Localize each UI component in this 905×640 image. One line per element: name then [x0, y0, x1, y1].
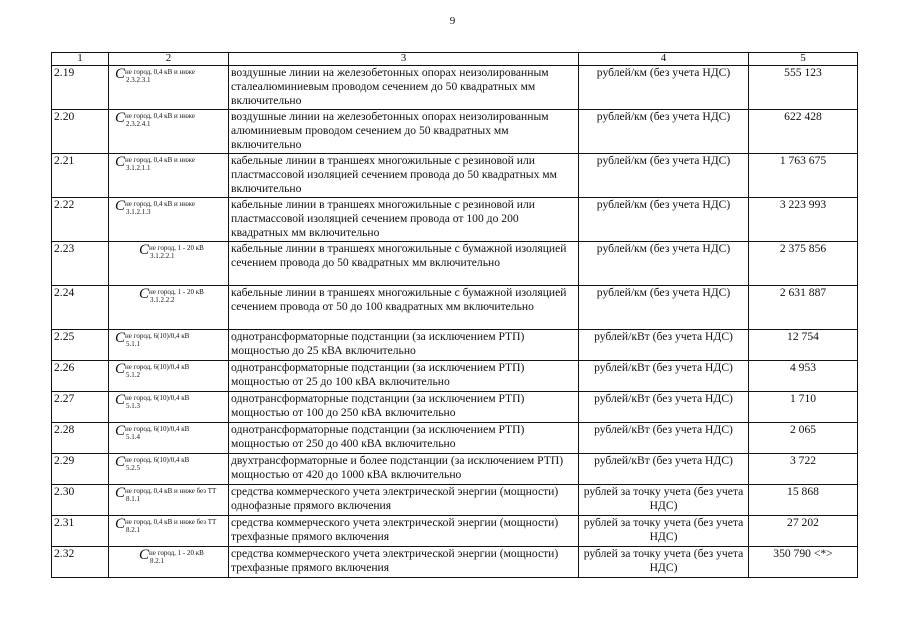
- rate-symbol-subscript: 2.3.2.3.1: [126, 76, 151, 84]
- rate-symbol: [109, 361, 229, 392]
- row-value: 2 631 887: [749, 286, 858, 330]
- row-value: 2 375 856: [749, 242, 858, 286]
- rate-symbol-subscript: 5.1.3: [126, 402, 140, 410]
- row-number: 2.29: [52, 454, 109, 485]
- rate-symbol: [109, 454, 229, 485]
- rate-symbol-subscript: 5.1.4: [126, 433, 140, 441]
- row-description: средства коммерческого учета электрической энергии (мощности) однофазные прямого включения: [229, 485, 579, 516]
- column-header: 1: [52, 53, 109, 66]
- table-row: [52, 286, 858, 330]
- table-row: [52, 110, 858, 154]
- table-row: [52, 516, 858, 547]
- row-unit: рублей за точку учета (без учета НДС): [579, 516, 749, 547]
- table-row: [52, 242, 858, 286]
- rate-symbol: [109, 423, 229, 454]
- row-value: 1 763 675: [749, 154, 858, 198]
- rate-symbol-formula: $C^{не город, 6(10)/0,4 кВ}$ 5.1.1: [115, 330, 190, 348]
- rate-symbol-formula: $C^{не город, 0,4 кВ и ниже}$ 2.3.2.3.1: [115, 66, 195, 84]
- rate-symbol-formula: $C^{не город, 0,4 кВ и ниже без ТТ}$ 8.2.1: [115, 516, 217, 534]
- rate-symbol-subscript: 5.1.1: [126, 340, 140, 348]
- row-value: 1 710: [749, 392, 858, 423]
- rate-symbol-formula: $C^{не город, 6(10)/0,4 кВ}$ 5.1.4: [115, 423, 190, 441]
- row-unit: рублей/км (без учета НДС): [579, 110, 749, 154]
- rate-symbol-formula: $C^{не город, 0,4 кВ и ниже}$ 3.1.2.1.1: [115, 154, 195, 172]
- rate-symbol: [109, 242, 229, 286]
- row-unit: рублей/кВт (без учета НДС): [579, 330, 749, 361]
- rate-symbol: [109, 485, 229, 516]
- row-description: кабельные линии в траншеях многожильные с резиновой или пластмассовой изоляцией сечением провода от 100 до 200 квадратных мм включительно: [229, 198, 579, 242]
- rate-symbol-subscript: 8.2.1: [150, 557, 164, 565]
- rate-symbol-superscript: не город, 0,4 кВ и ниже: [125, 156, 195, 164]
- rate-symbol-superscript: не город, 6(10)/0,4 кВ: [125, 394, 190, 402]
- row-value: 622 428: [749, 110, 858, 154]
- rate-symbol-superscript: не город, 6(10)/0,4 кВ: [125, 332, 190, 340]
- rate-symbol-subscript: 8.2.1: [126, 526, 140, 534]
- rate-symbol-superscript: не город, 1 - 20 кВ: [149, 549, 204, 557]
- table-row: [52, 547, 858, 578]
- row-number: 2.24: [52, 286, 109, 330]
- rate-symbol: [109, 516, 229, 547]
- row-unit: рублей/кВт (без учета НДС): [579, 423, 749, 454]
- row-number: 2.25: [52, 330, 109, 361]
- rate-symbol-superscript: не город, 0,4 кВ и ниже: [125, 68, 195, 76]
- rate-symbol-subscript: 3.1.2.1.1: [126, 164, 151, 172]
- rate-symbol-formula: $C^{не город, 6(10)/0,4 кВ}$ 5.1.2: [115, 361, 190, 379]
- row-description: средства коммерческого учета электрической энергии (мощности) трехфазные прямого включения: [229, 547, 579, 578]
- row-number: 2.27: [52, 392, 109, 423]
- row-description: средства коммерческого учета электрической энергии (мощности) трехфазные прямого включения: [229, 516, 579, 547]
- row-description: однотрансформаторные подстанции (за исключением РТП) мощностью от 100 до 250 кВА включительно: [229, 392, 579, 423]
- rate-symbol-superscript: не город, 0,4 кВ и ниже без ТТ: [125, 487, 217, 495]
- rate-symbol-subscript: 3.1.2.2.1: [150, 252, 175, 260]
- rate-symbol-superscript: не город, 1 - 20 кВ: [149, 288, 204, 296]
- row-unit: рублей/км (без учета НДС): [579, 242, 749, 286]
- row-unit: рублей/км (без учета НДС): [579, 198, 749, 242]
- table-row: [52, 198, 858, 242]
- rate-symbol-formula: $C^{не город, 6(10)/0,4 кВ}$ 5.2.5: [115, 454, 190, 472]
- rate-symbol-superscript: не город, 0,4 кВ и ниже без ТТ: [125, 518, 217, 526]
- rate-symbol: [109, 392, 229, 423]
- header-row: [52, 53, 858, 66]
- rate-symbol: [109, 154, 229, 198]
- table-row: [52, 66, 858, 110]
- rate-symbol-formula: $C^{не город, 6(10)/0,4 кВ}$ 5.1.3: [115, 392, 190, 410]
- rate-symbol-formula: $C^{не город, 0,4 кВ и ниже без ТТ}$ 8.1.1: [115, 485, 217, 503]
- row-description: кабельные линии в траншеях многожильные с бумажной изоляцией сечением провода от 50 до 100 квадратных мм включительно: [229, 286, 579, 330]
- rate-symbol-superscript: не город, 1 - 20 кВ: [149, 244, 204, 252]
- rate-symbol-subscript: 3.1.2.2.2: [150, 296, 175, 304]
- table-row: [52, 330, 858, 361]
- rate-symbol: [109, 66, 229, 110]
- rate-symbol: [109, 198, 229, 242]
- rate-symbol-formula: $C^{не город, 1 - 20 кВ}$ 8.2.1: [139, 547, 204, 565]
- rate-symbol-subscript: 5.1.2: [126, 371, 140, 379]
- row-description: кабельные линии в траншеях многожильные с резиновой или пластмассовой изоляцией сечением провода до 50 квадратных мм включительно: [229, 154, 579, 198]
- column-header: 5: [749, 53, 858, 66]
- table-row: [52, 392, 858, 423]
- row-value: 12 754: [749, 330, 858, 361]
- table-row: [52, 361, 858, 392]
- row-unit: рублей/кВт (без учета НДС): [579, 392, 749, 423]
- table-row: [52, 154, 858, 198]
- row-number: 2.20: [52, 110, 109, 154]
- rate-symbol-subscript: 2.3.2.4.1: [126, 120, 151, 128]
- row-unit: рублей/кВт (без учета НДС): [579, 361, 749, 392]
- column-header: 2: [109, 53, 229, 66]
- rate-symbol-superscript: не город, 6(10)/0,4 кВ: [125, 456, 190, 464]
- table-row: [52, 423, 858, 454]
- row-value: 27 202: [749, 516, 858, 547]
- rate-symbol: [109, 330, 229, 361]
- rate-symbol: [109, 110, 229, 154]
- row-number: 2.19: [52, 66, 109, 110]
- rate-symbol-formula: $C^{не город, 1 - 20 кВ}$ 3.1.2.2.1: [139, 242, 204, 260]
- row-description: однотрансформаторные подстанции (за исключением РТП) мощностью от 250 до 400 кВА включительно: [229, 423, 579, 454]
- row-value: 3 722: [749, 454, 858, 485]
- rate-symbol-superscript: не город, 6(10)/0,4 кВ: [125, 363, 190, 371]
- row-number: 2.22: [52, 198, 109, 242]
- row-description: однотрансформаторные подстанции (за исключением РТП) мощностью до 25 кВА включительно: [229, 330, 579, 361]
- row-value: 4 953: [749, 361, 858, 392]
- row-value: 3 223 993: [749, 198, 858, 242]
- row-number: 2.23: [52, 242, 109, 286]
- row-description: двухтрансформаторные и более подстанции (за исключением РТП) мощностью от 420 до 1000 кВА включительно: [229, 454, 579, 485]
- row-unit: рублей/км (без учета НДС): [579, 66, 749, 110]
- row-unit: рублей/кВт (без учета НДС): [579, 454, 749, 485]
- row-unit: рублей/км (без учета НДС): [579, 286, 749, 330]
- column-header: 4: [579, 53, 749, 66]
- row-number: 2.26: [52, 361, 109, 392]
- row-unit: рублей за точку учета (без учета НДС): [579, 547, 749, 578]
- page-number: 9: [449, 15, 456, 27]
- rate-symbol-formula: $C^{не город, 0,4 кВ и ниже}$ 2.3.2.4.1: [115, 110, 195, 128]
- rate-symbol-superscript: не город, 0,4 кВ и ниже: [125, 200, 195, 208]
- rate-symbol-superscript: не город, 6(10)/0,4 кВ: [125, 425, 190, 433]
- rate-symbol: [109, 286, 229, 330]
- row-description: воздушные линии на железобетонных опорах неизолированным сталеалюминиевым проводом сечением до 50 квадратных мм включительно: [229, 66, 579, 110]
- rate-symbol-subscript: 8.1.1: [126, 495, 140, 503]
- rate-symbol-formula: $C^{не город, 1 - 20 кВ}$ 3.1.2.2.2: [139, 286, 204, 304]
- row-description: однотрансформаторные подстанции (за исключением РТП) мощностью от 25 до 100 кВА включительно: [229, 361, 579, 392]
- rate-symbol-subscript: 3.1.2.1.3: [126, 208, 151, 216]
- rate-symbol-formula: $C^{не город, 0,4 кВ и ниже}$ 3.1.2.1.3: [115, 198, 195, 216]
- row-number: 2.21: [52, 154, 109, 198]
- row-description: кабельные линии в траншеях многожильные с бумажной изоляцией сечением провода до 50 квадратных мм включительно: [229, 242, 579, 286]
- row-value: 15 868: [749, 485, 858, 516]
- row-number: 2.31: [52, 516, 109, 547]
- table-row: [52, 454, 858, 485]
- row-unit: рублей за точку учета (без учета НДС): [579, 485, 749, 516]
- row-unit: рублей/км (без учета НДС): [579, 154, 749, 198]
- row-number: 2.28: [52, 423, 109, 454]
- rate-symbol-subscript: 5.2.5: [126, 464, 140, 472]
- tariff-table: [51, 52, 858, 578]
- rate-symbol-superscript: не город, 0,4 кВ и ниже: [125, 112, 195, 120]
- row-description: воздушные линии на железобетонных опорах неизолированным алюминиевым проводом сечением до 50 квадратных мм включительно: [229, 110, 579, 154]
- row-number: 2.32: [52, 547, 109, 578]
- row-value: 2 065: [749, 423, 858, 454]
- row-value: 350 790 <*>: [749, 547, 858, 578]
- rate-symbol: [109, 547, 229, 578]
- row-value: 555 123: [749, 66, 858, 110]
- table-row: [52, 485, 858, 516]
- column-header: 3: [229, 53, 579, 66]
- row-number: 2.30: [52, 485, 109, 516]
